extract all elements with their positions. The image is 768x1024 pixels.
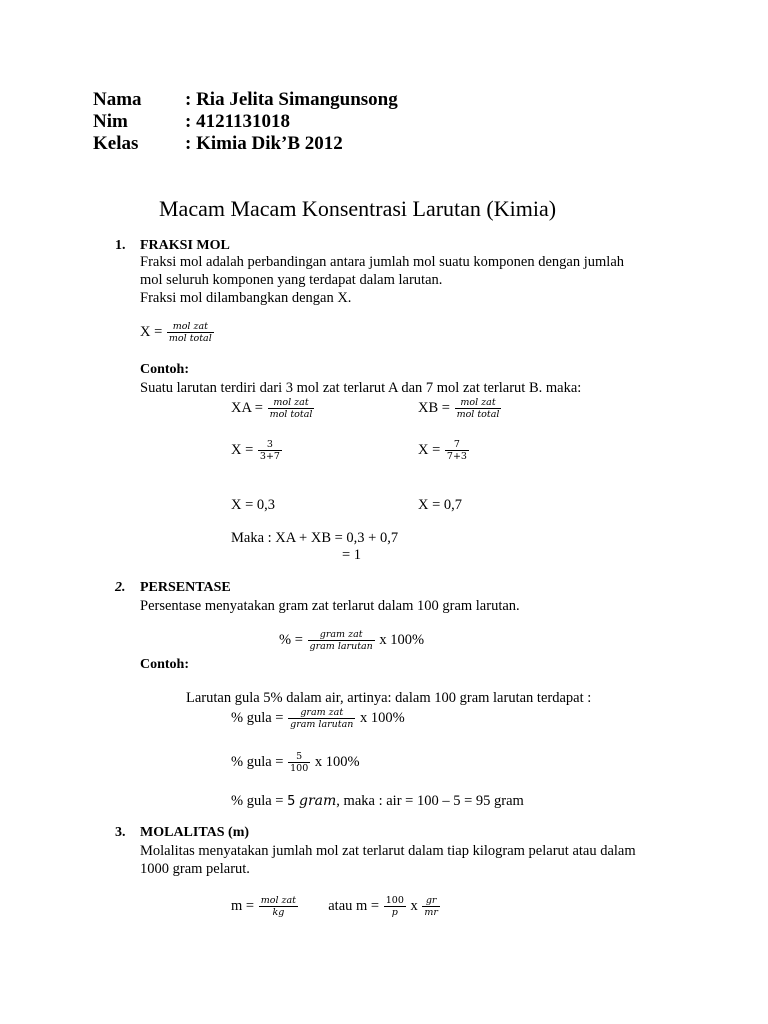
xb-substitution: X = $\frac{7}{7+3}$: [418, 439, 467, 463]
section-1-number: 1.: [115, 238, 126, 253]
section-2-heading: [115, 580, 231, 596]
section-1-heading: [115, 238, 230, 254]
xa-result: X = 0,3: [231, 497, 276, 513]
nama-label: Nama: [93, 89, 142, 110]
section-2-title: PERSENTASE: [140, 580, 231, 595]
nim-label: Nim: [93, 111, 128, 132]
molality-formula: m = $\frac{\text{mol zat}}{kg}$ atau m = $\frac{100}{p}$ x $\frac{gr}{mr}$: [231, 895, 438, 919]
s2-p1: Persentase menyatakan gram zat terlarut dalam 100 gram larutan.: [140, 598, 520, 614]
s1-p3: Fraksi mol dilambangkan dengan X.: [140, 290, 352, 306]
s1-contoh: Contoh:: [140, 362, 190, 377]
s3-p2: 1000 gram pelarut.: [140, 861, 250, 877]
s2-example: Larutan gula 5% dalam air, artinya: dalam 100 gram larutan terdapat :: [186, 690, 592, 706]
section-3-heading: [115, 825, 250, 841]
section-3-number: 3.: [115, 825, 126, 840]
s1-p1: Fraksi mol adalah perbandingan antara jumlah mol suatu komponen dengan jumlah: [140, 254, 625, 270]
xb-result: X = 0,7: [418, 497, 463, 513]
gula-substitution: % gula = $\frac{5}{100}$ x 100%: [231, 751, 360, 775]
s3-p1: Molalitas menyatakan jumlah mol zat terlarut dalam tiap kilogram pelarut atau dalam: [140, 843, 636, 859]
kelas-value: : Kimia Dik’B 2012: [185, 133, 343, 154]
sum-line-2: = 1: [342, 547, 362, 563]
section-1-title: FRAKSI MOL: [140, 238, 230, 253]
fraction: $\frac{\text{mol zat}}{\text{mol total}}$: [168, 321, 212, 345]
s1-example: Suatu larutan terdiri dari 3 mol zat terlarut A dan 7 mol zat terlarut B. maka:: [140, 380, 582, 396]
nim-value: : 4121131018: [185, 111, 291, 132]
page-title: Macam Macam Konsentrasi Larutan (Kimia): [159, 196, 557, 221]
student-info: [93, 89, 493, 159]
s2-contoh: Contoh:: [140, 657, 190, 672]
xa-substitution: X = $\frac{3}{3+7}$: [231, 439, 280, 463]
nama-value: : Ria Jelita Simangunsong: [185, 89, 398, 110]
section-2-number: 2.: [115, 580, 126, 595]
s1-p2: mol seluruh komponen yang terdapat dalam larutan.: [140, 272, 443, 288]
kelas-label: Kelas: [93, 133, 139, 154]
percent-formula: % = $\frac{\text{gram zat}}{\text{gram larutan}}$ x 100%: [279, 629, 425, 653]
gula-result: % gula = 5 gram, maka : air = 100 – 5 = 95 gram: [231, 793, 524, 809]
xb-formula: XB = $\frac{\text{mol zat}}{\text{mol total}}$: [418, 397, 500, 421]
xa-formula: XA = $\frac{\text{mol zat}}{\text{mol total}}$: [231, 397, 313, 421]
gula-formula: % gula = $\frac{\text{gram zat}}{\text{gram larutan}}$ x 100%: [231, 707, 405, 731]
mol-fraction-formula: X = $\frac{\text{mol zat}}{\text{mol total}}$: [140, 321, 212, 345]
section-3-title: MOLALITAS (m): [140, 825, 250, 840]
sum-line-1: Maka : XA + XB = 0,3 + 0,7: [231, 530, 399, 546]
